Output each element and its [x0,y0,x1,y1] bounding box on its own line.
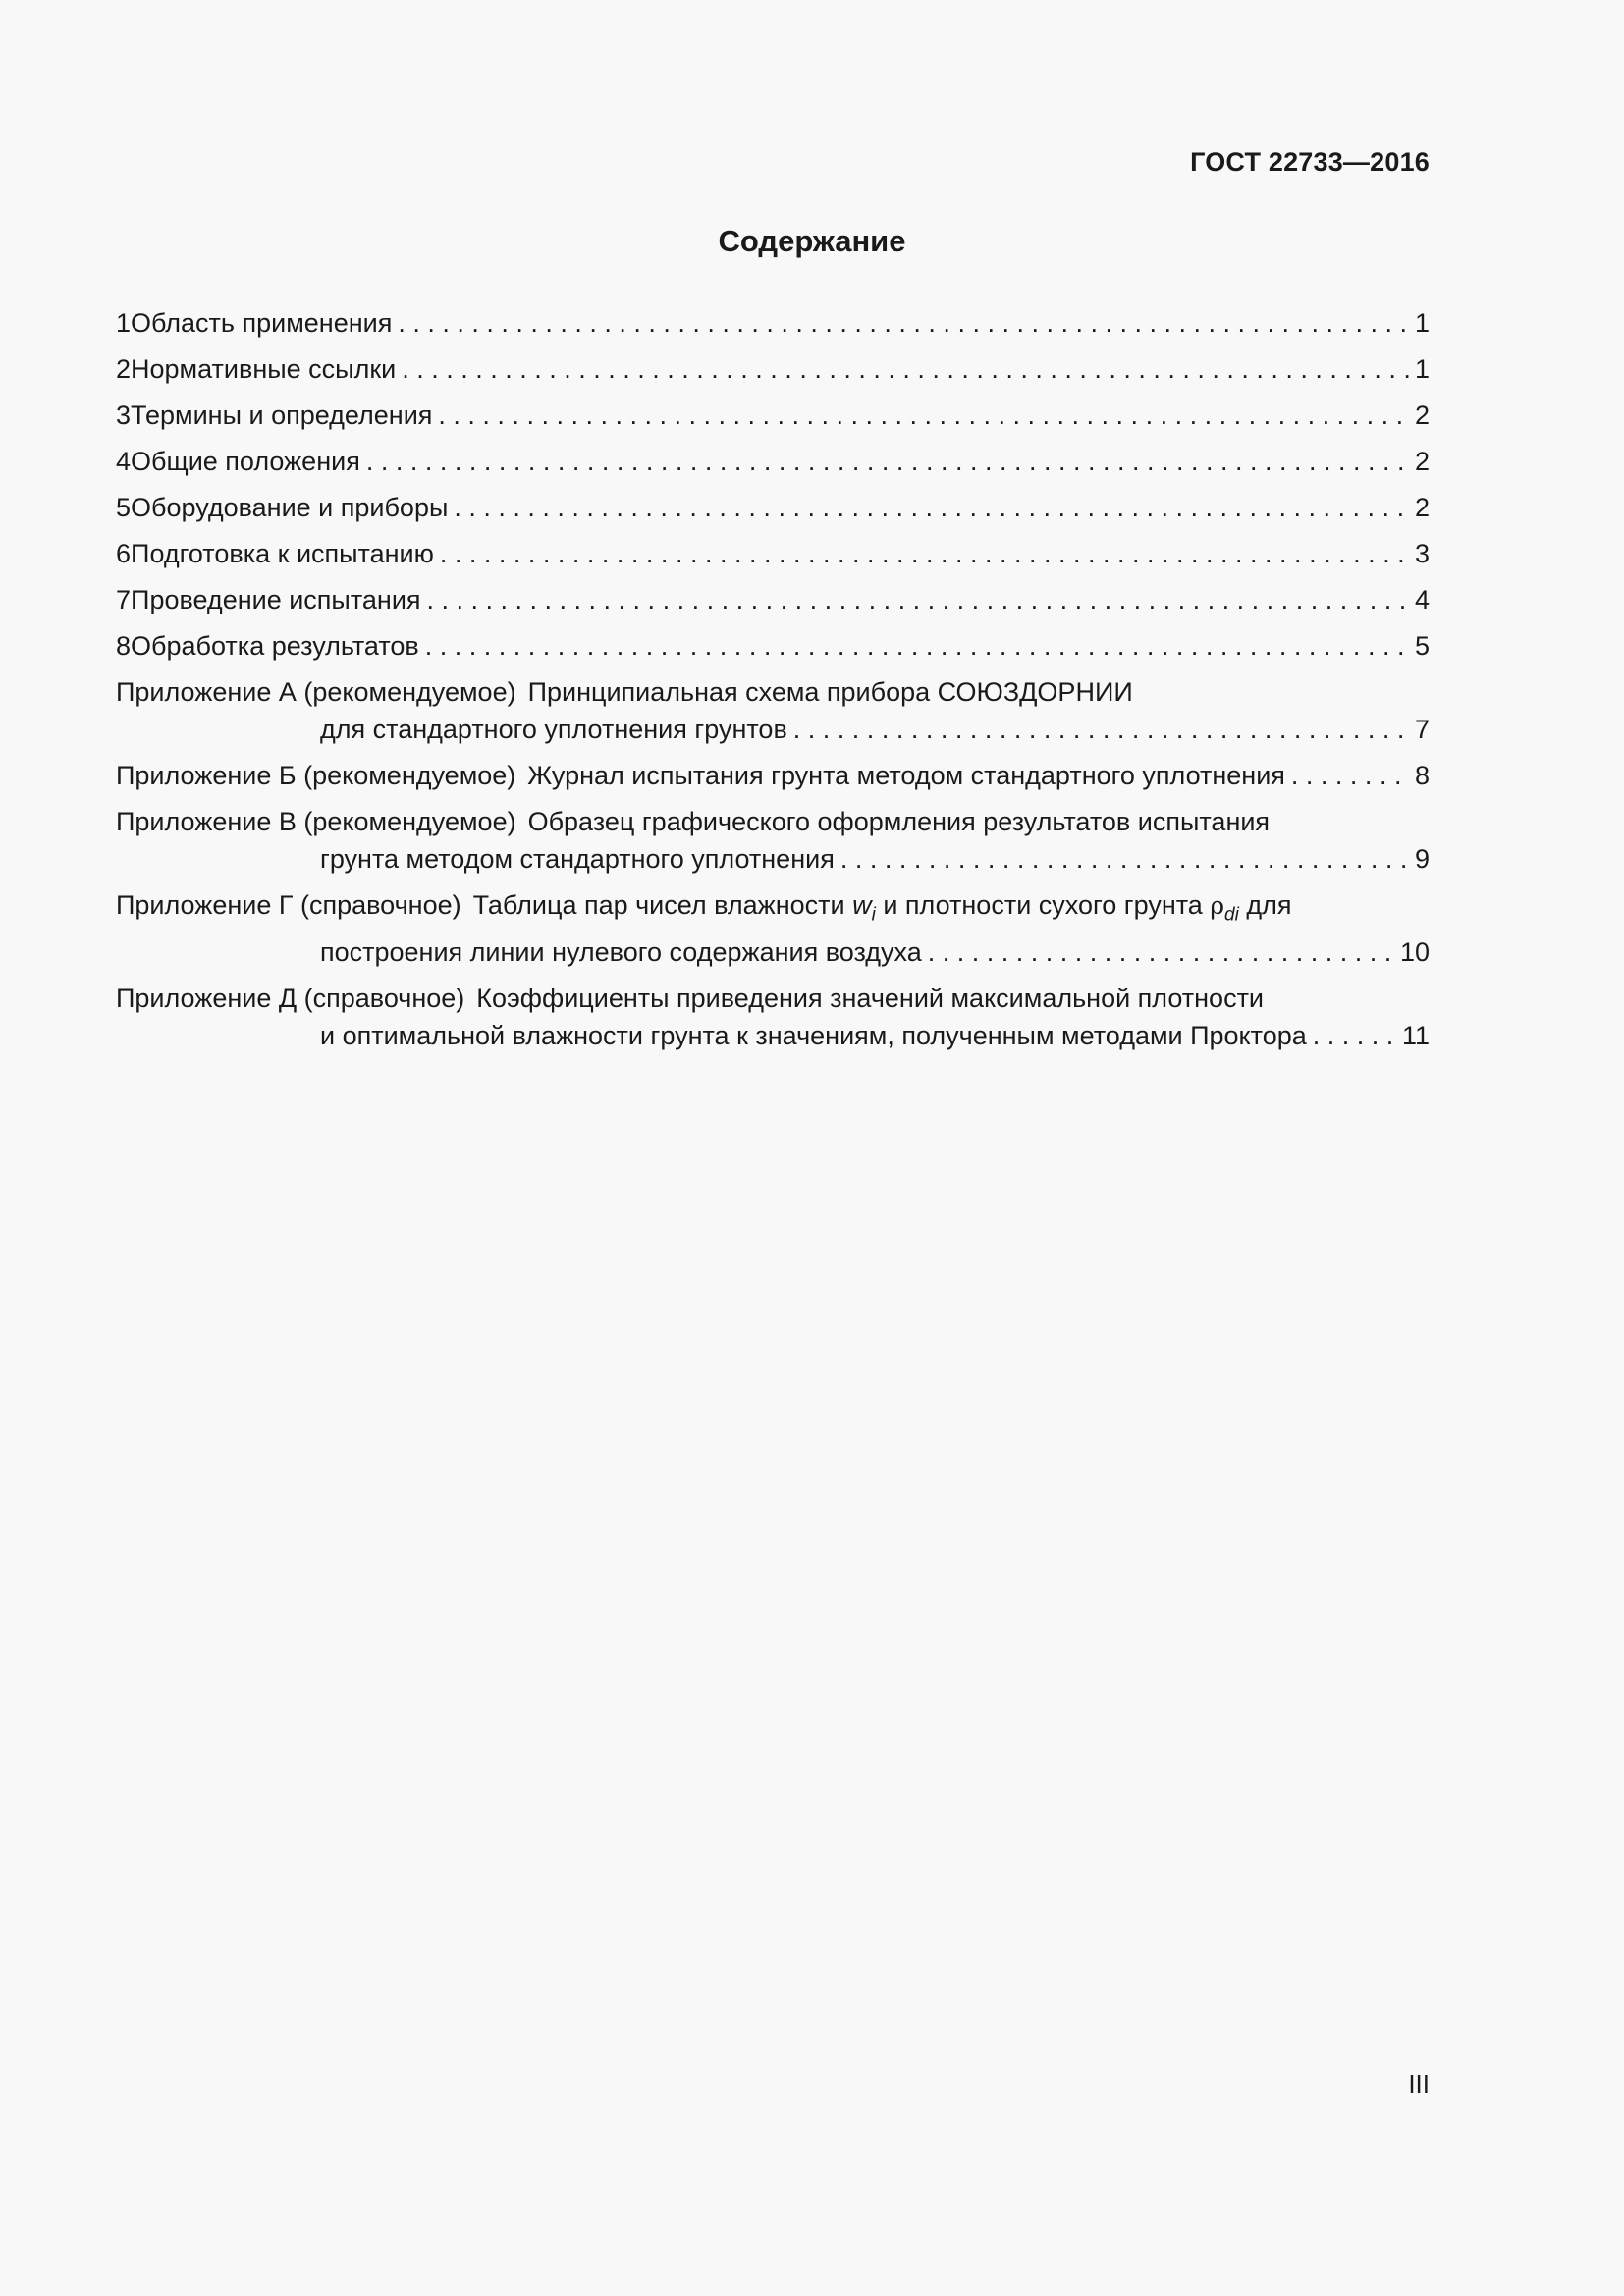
toc-item-page: 3 [1414,539,1430,568]
toc-item-page: 1 [1414,308,1430,338]
toc-item-page: 4 [1414,585,1430,614]
toc-item-number: 6 [116,539,132,568]
toc-annex-g[interactable] [116,886,1430,971]
toc-item-number: 7 [116,585,132,614]
toc-item-3[interactable] [116,397,1430,434]
toc-item-number: 8 [116,631,132,661]
toc-annex-v[interactable] [116,803,1430,878]
toc-item-label: Нормативные ссылки [131,354,397,384]
annex-title-continued: для стандартного уплотнения грунтов [320,715,787,744]
dot-leader [440,535,1411,572]
dot-leader [398,304,1411,342]
toc-item-page: 5 [1414,631,1430,661]
toc-item-8[interactable] [116,627,1430,665]
annex-title-continued: грунта методом стандартного уплотнения [320,844,835,874]
dot-leader [438,397,1411,434]
document-code: ГОСТ 22733—2016 [1190,147,1430,177]
dot-leader [366,443,1411,480]
dot-leader [425,627,1411,665]
toc-item-label: Термины и определения [131,400,433,430]
moisture-symbol: w [852,890,872,920]
dot-leader [928,934,1396,971]
toc-item-number: 2 [116,354,132,384]
annex-title [473,886,1292,934]
dot-leader [427,581,1411,618]
toc-item-label: Проведение испытания [131,585,421,614]
density-subscript: di [1224,904,1239,926]
toc-item-label: Обработка результатов [131,631,419,661]
moisture-subscript: i [871,904,876,926]
toc-item-6[interactable] [116,535,1430,572]
annex-prefix: Приложение А (рекомендуемое) [116,677,516,707]
toc-item-page: 11 [1401,1021,1430,1051]
annex-prefix: Приложение Д (справочное) [116,984,465,1014]
density-symbol: ρ [1210,891,1225,920]
toc-item-page: 2 [1414,400,1430,430]
dot-leader [1291,757,1411,794]
toc-item-number: 1 [116,308,132,338]
toc-annex-d[interactable] [116,980,1430,1054]
annex-prefix: Приложение Б (рекомендуемое) [116,761,516,790]
toc-item-page: 2 [1414,447,1430,476]
toc-item-page: 9 [1414,844,1430,874]
toc-item-1[interactable] [116,304,1430,342]
toc-item-7[interactable] [116,581,1430,618]
annex-title: Образец графического оформления результатов испытания [527,807,1271,836]
toc-item-number: 3 [116,400,132,430]
toc-item-page: 1 [1414,354,1430,384]
dot-leader [793,711,1411,748]
toc-item-number: 5 [116,493,132,522]
table-of-contents [116,304,1430,1054]
toc-item-label: Оборудование и приборы [131,493,449,522]
toc-annex-a[interactable] [116,673,1430,748]
dot-leader [840,840,1411,878]
toc-item-page: 2 [1414,493,1430,522]
toc-title: Содержание [718,224,906,258]
dot-leader [1313,1017,1398,1054]
toc-item-page: 10 [1399,937,1430,968]
toc-item-5[interactable] [116,489,1430,526]
annex-title-part: Таблица пар чисел влажности [472,890,845,920]
annex-title: Коэффициенты приведения значений максимальной плотности [476,984,1265,1014]
dot-leader [402,350,1411,388]
toc-item-number: 4 [116,447,132,476]
annex-title-part: для [1246,890,1292,920]
toc-item-label: Подготовка к испытанию [131,539,434,568]
page-number: III [1408,2069,1430,2099]
annex-title: Принципиальная схема прибора СОЮЗДОРНИИ [527,677,1133,707]
annex-prefix: Приложение В (рекомендуемое) [116,807,516,836]
dot-leader [454,489,1411,526]
toc-item-page: 7 [1414,715,1430,744]
annex-prefix: Приложение Г (справочное) [116,890,461,920]
toc-item-4[interactable] [116,443,1430,480]
toc-item-label: Общие положения [131,447,360,476]
annex-title-continued: построения линии нулевого содержания воздуха [320,937,922,968]
annex-title-part: и плотности сухого грунта [883,890,1203,920]
toc-item-2[interactable] [116,350,1430,388]
toc-item-label: Область применения [131,308,393,338]
annex-title-continued: и оптимальной влажности грунта к значениям, полученным методами Проктора [320,1021,1307,1051]
toc-annex-b[interactable] [116,757,1430,794]
toc-item-page: 8 [1414,761,1430,790]
annex-title: Журнал испытания грунта методом стандартного уплотнения [527,761,1285,790]
